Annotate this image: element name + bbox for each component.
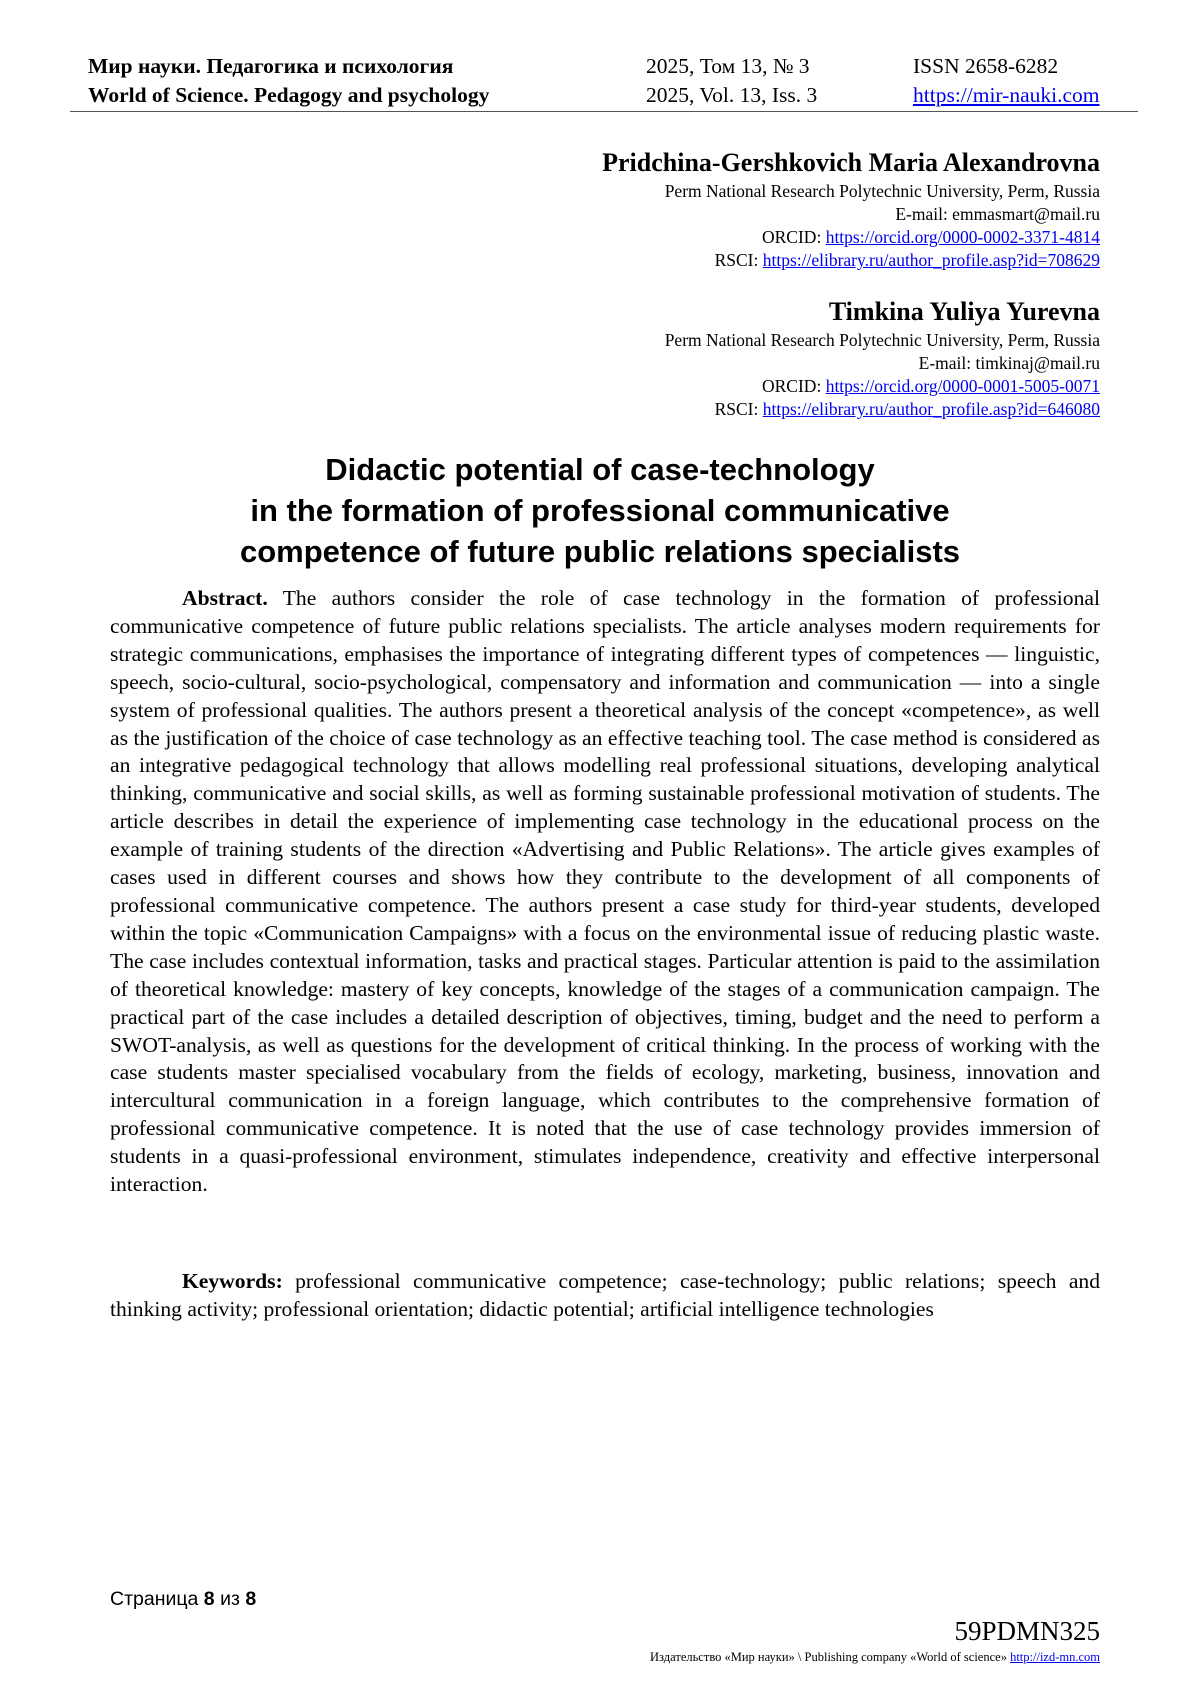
rsci-label: RSCI: [714, 399, 763, 419]
orcid-label: ORCID: [762, 227, 826, 247]
volume-ru: 2025, Том 13, № 3 [646, 54, 810, 78]
author-name: Pridchina-Gershkovich Maria Alexandrovna [602, 148, 1100, 177]
issn: ISSN 2658-6282 [913, 54, 1059, 78]
title-line-3: competence of future public relations specialists [239, 534, 961, 569]
document-code: 59PDMN325 [954, 1616, 1100, 1646]
author-block-2 [400, 295, 1100, 421]
publisher-text: Издательство «Мир науки» \ Publishing company «World of science» [650, 1650, 1011, 1664]
keywords-label: Keywords: [182, 1269, 283, 1293]
journal-name-en: World of Science. Pedagogy and psychology [88, 83, 490, 107]
publisher-link[interactable]: http://izd-mn.com [1010, 1650, 1100, 1664]
abstract-label: Abstract. [182, 586, 268, 610]
journal-site-link[interactable]: https://mir-nauki.com [913, 83, 1100, 107]
journal-header [88, 52, 1138, 110]
author-affiliation: Perm National Research Polytechnic University, Perm, Russia [664, 330, 1100, 350]
author-email: E-mail: emmasmart@mail.ru [895, 204, 1100, 224]
header-divider [70, 111, 1138, 112]
author-orcid [400, 375, 1100, 398]
page-counter [110, 1588, 256, 1611]
journal-name-ru: Мир науки. Педагогика и психология [88, 54, 454, 78]
page-total: 8 [245, 1588, 257, 1610]
abstract-text: The authors consider the role of case technology in the formation of professional communicative competence of future public relations specialists. The article analyses modern requirements for strategic communications, emphasises the importance of integrating different types of competences — linguistic, speech, socio-cultural, socio-psychological, compensatory and information and communication — into a single system of professional qualities. The authors present a theoretical analysis of the concept «competence», as well as the justification of the choice of case technology as an effective teaching tool. The case method is considered as an integrative pedagogical technology that allows modelling real professional situations, developing analytical thinking, communicative and social skills, as well as forming sustainable professional motivation of students. The article describes in detail the experience of implementing case technology in the educational process on the example of training students of the direction «Advertising and Public Relations». The article gives examples of cases used in different courses and shows how they contribute to the development of all components of professional communicative competence. The authors present a case study for third-year students, developed within the topic «Communication Campaigns» with a focus on the environmental issue of reducing plastic waste. The case includes contextual information, tasks and practical stages. Particular attention is paid to the assimilation of theoretical knowledge: mastery of key concepts, knowledge of the stages of a communication campaign. The practical part of the case includes a detailed description of objectives, timing, budget and the need to perform a SWOT-analysis, as well as questions for the development of critical thinking. In the process of working with the case students master specialised vocabulary from the fields of ecology, marketing, business, innovation and intercultural communication in a foreign language, which contributes to the comprehensive formation of professional communicative competence. It is noted that the use of case technology provides immersion of students in a quasi-professional environment, stimulates independence, creativity and effective interpersonal interaction. [110, 586, 1100, 1197]
orcid-label: ORCID: [762, 376, 826, 396]
rsci-link[interactable]: https://elibrary.ru/author_profile.asp?id=708629 [762, 250, 1100, 270]
page-prefix: Страница [110, 1588, 204, 1610]
keywords-text: professional communicative competence; case-technology; public relations; speech and thinking activity; professional orientation; didactic potential; artificial intelligence technologies [110, 1269, 1100, 1321]
author-block-1 [400, 146, 1100, 272]
author-name: Timkina Yuliya Yurevna [828, 297, 1100, 326]
volume-en: 2025, Vol. 13, Iss. 3 [646, 83, 818, 107]
abstract-paragraph [110, 585, 1100, 1199]
orcid-link[interactable]: https://orcid.org/0000-0002-3371-4814 [825, 227, 1100, 247]
header-row-en [88, 81, 1138, 110]
title-line-2: in the formation of professional communicative [250, 493, 950, 528]
author-rsci [400, 249, 1100, 272]
header-row-ru [88, 52, 1138, 81]
keywords-paragraph [110, 1268, 1100, 1324]
page-current: 8 [203, 1588, 215, 1610]
page-mid: из [214, 1588, 246, 1610]
rsci-label: RSCI: [714, 250, 763, 270]
orcid-link[interactable]: https://orcid.org/0000-0001-5005-0071 [825, 376, 1100, 396]
publisher-line [650, 1650, 1100, 1665]
author-rsci [400, 398, 1100, 421]
article-title [0, 449, 1200, 572]
author-orcid [400, 226, 1100, 249]
rsci-link[interactable]: https://elibrary.ru/author_profile.asp?id=646080 [762, 399, 1100, 419]
author-affiliation: Perm National Research Polytechnic University, Perm, Russia [664, 181, 1100, 201]
title-line-1: Didactic potential of case-technology [325, 452, 875, 487]
author-email: E-mail: timkinaj@mail.ru [918, 353, 1100, 373]
